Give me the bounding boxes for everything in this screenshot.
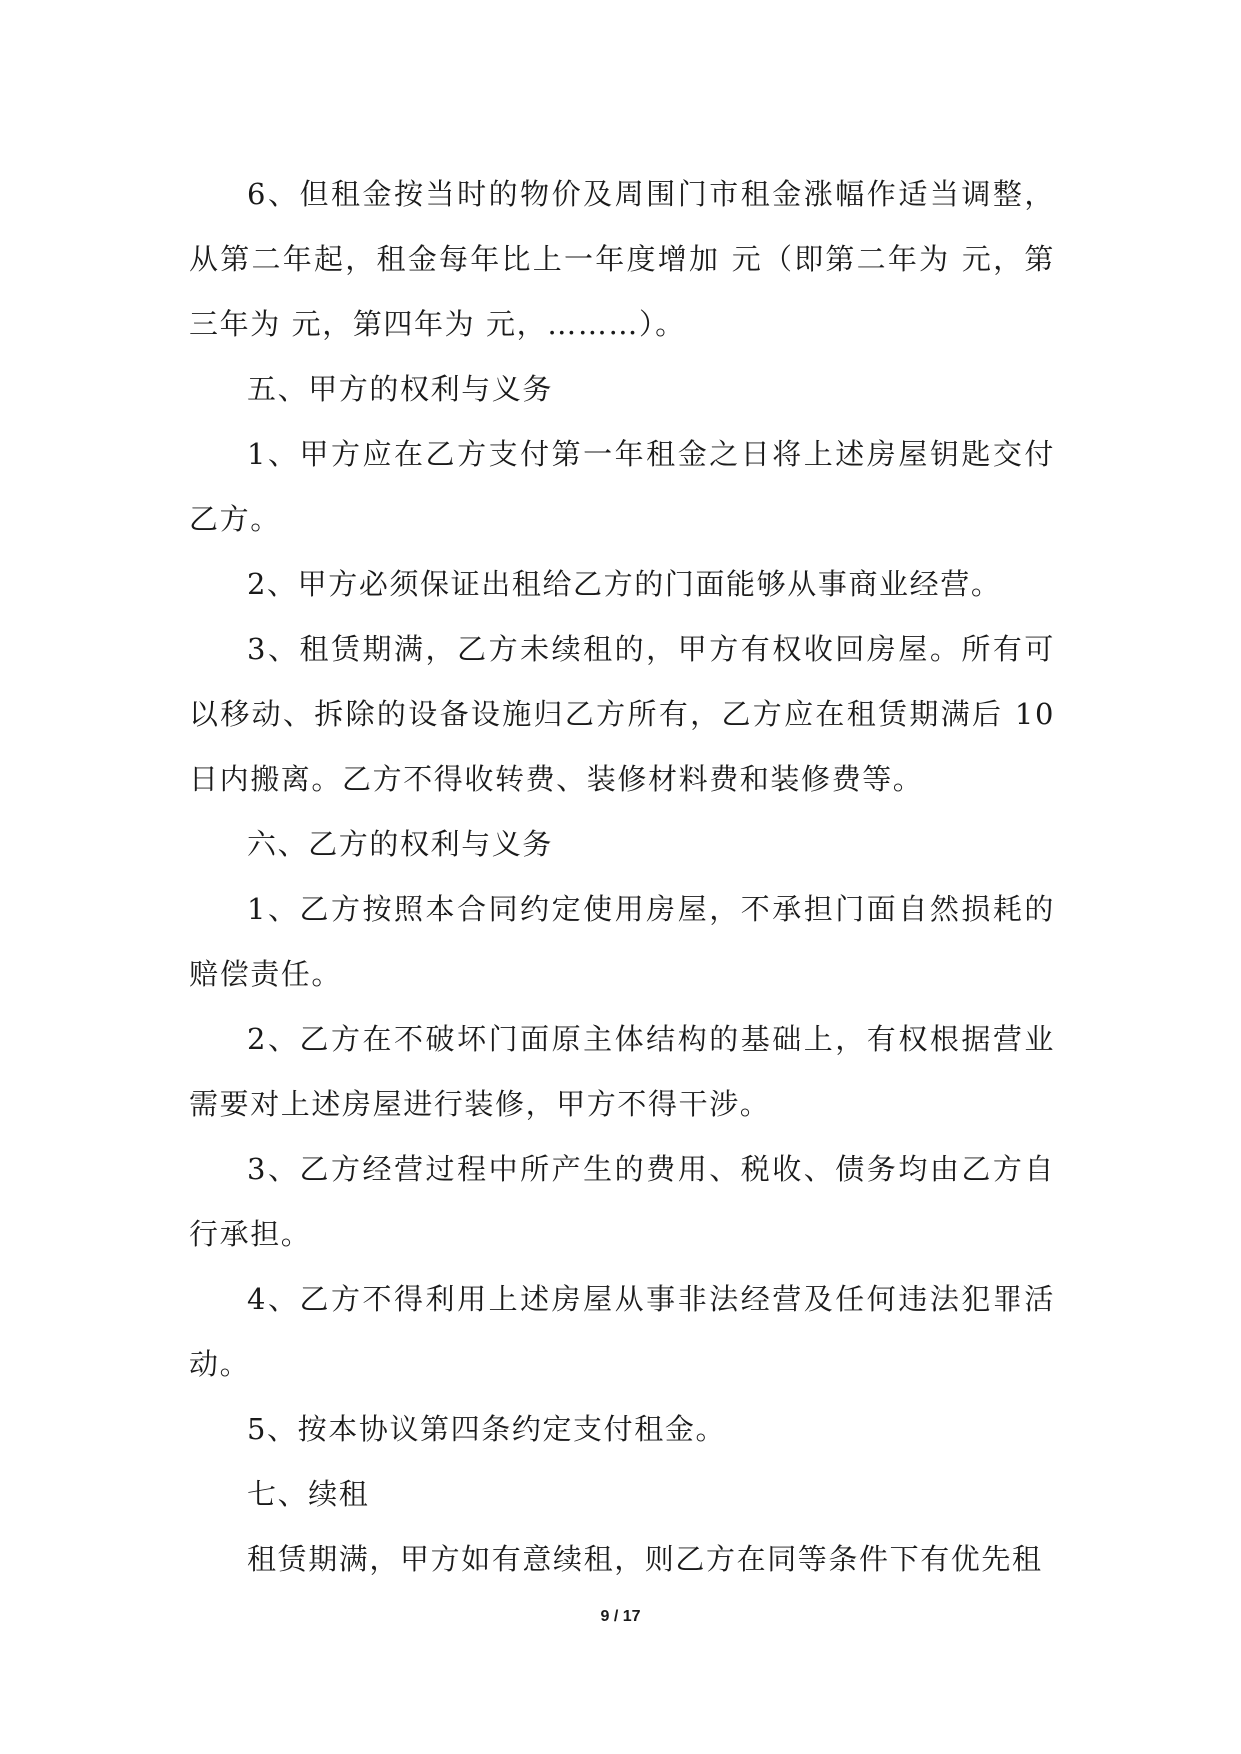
paragraph: 3、租赁期满，乙方未续租的，甲方有权收回房屋。所有可以移动、拆除的设备设施归乙方所有，乙方应在租赁期满后 10 日内搬离。乙方不得收转费、装修材料费和装修费等。 <box>189 632 1055 796</box>
section-heading: 五、甲方的权利与义务 <box>247 372 554 406</box>
section-heading: 七、续租 <box>247 1477 370 1511</box>
document-body <box>189 162 1055 1592</box>
paragraph: 4、乙方不得利用上述房屋从事非法经营及任何违法犯罪活动。 <box>189 1282 1055 1381</box>
page-number: 9 / 17 <box>600 1608 641 1625</box>
paragraph: 租赁期满，甲方如有意续租，则乙方在同等条件下有优先租 <box>247 1542 1043 1576</box>
paragraph: 1、甲方应在乙方支付第一年租金之日将上述房屋钥匙交付乙方。 <box>189 437 1055 536</box>
paragraph: 2、甲方必须保证出租给乙方的门面能够从事商业经营。 <box>247 567 1002 601</box>
section-heading: 六、乙方的权利与义务 <box>247 827 554 861</box>
paragraph: 6、但租金按当时的物价及周围门市租金涨幅作适当调整，从第二年起，租金每年比上一年度增加 元（即第二年为 元，第三年为 元，第四年为 元，………）。 <box>189 177 1055 341</box>
paragraph: 1、乙方按照本合同约定使用房屋，不承担门面自然损耗的赔偿责任。 <box>189 892 1055 991</box>
paragraph: 2、乙方在不破坏门面原主体结构的基础上，有权根据营业需要对上述房屋进行装修，甲方不得干涉。 <box>189 1022 1055 1121</box>
paragraph: 5、按本协议第四条约定支付租金。 <box>247 1412 727 1446</box>
paragraph: 3、乙方经营过程中所产生的费用、税收、债务均由乙方自行承担。 <box>189 1152 1055 1251</box>
